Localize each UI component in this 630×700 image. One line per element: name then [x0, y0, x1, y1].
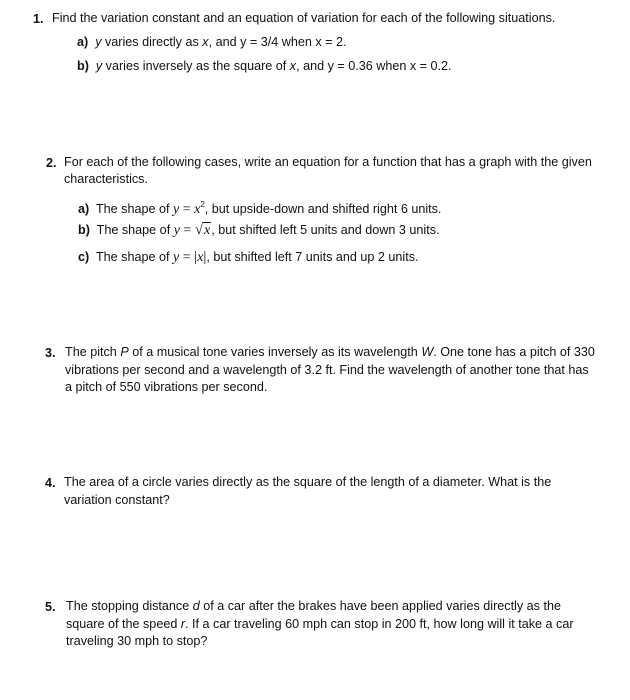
- question-number: 2.: [46, 156, 57, 170]
- question-number: 5.: [45, 600, 56, 614]
- question-text: Find the variation constant and an equation of variation for each of the following situations.: [52, 11, 556, 25]
- part-b: [78, 221, 440, 240]
- part-c: [78, 248, 419, 267]
- part-b: [77, 57, 452, 76]
- variable: y: [173, 202, 180, 217]
- text: . If a car traveling 60 mph can stop in 200 ft, how long will it take a car: [185, 617, 574, 631]
- question-number: 4.: [45, 476, 56, 490]
- part-label: b): [77, 59, 89, 73]
- variable: P: [120, 345, 129, 359]
- variable: x: [197, 250, 204, 265]
- equals-sign: =: [179, 202, 195, 217]
- part-text: The shape of: [95, 202, 173, 216]
- part-text: y = 3/4 when x = 2.: [240, 35, 347, 49]
- part-text: The shape of: [95, 250, 173, 264]
- variable: x: [202, 35, 209, 49]
- part-text: varies directly as: [101, 35, 203, 49]
- variable: y: [173, 223, 180, 238]
- part-text: , but upside-down and shifted right 6 units.: [204, 202, 442, 216]
- text: of a musical tone varies inversely as its wavelength: [128, 345, 422, 359]
- question-text: For each of the following cases, write an equation for a function that has a graph with the given: [64, 155, 592, 169]
- variable: r: [180, 617, 186, 631]
- question-number: 1.: [33, 12, 44, 26]
- question-text: variation constant?: [64, 493, 170, 507]
- question-text: The area of a circle varies directly as the square of the length of a diameter. What is the: [64, 475, 552, 489]
- question-text: [65, 343, 595, 362]
- part-label: a): [77, 35, 89, 49]
- text: The pitch: [65, 345, 121, 359]
- text: square of the speed: [66, 617, 181, 631]
- variable: x: [289, 59, 297, 73]
- question-text: vibrations per second and a wavelength of 3.2 ft. Find the wavelength of another tone that has: [65, 363, 589, 377]
- variable: y: [95, 59, 103, 73]
- equals-sign: =: [179, 250, 195, 265]
- part-label: a): [78, 202, 90, 216]
- question-number: 3.: [45, 346, 56, 360]
- part-text: y = 0.36 when x = 0.2.: [327, 59, 452, 73]
- part-text: , but shifted left 5 units and down 3 units.: [211, 223, 440, 237]
- question-text: a pitch of 550 vibrations per second.: [65, 380, 268, 394]
- part-a: [78, 195, 441, 219]
- variable: y: [95, 35, 102, 49]
- part-text: The shape of: [96, 223, 174, 237]
- variable: W: [421, 345, 434, 359]
- text: . One tone has a pitch of 330: [433, 345, 595, 359]
- variable: x: [204, 223, 211, 238]
- equals-sign: =: [179, 223, 195, 238]
- part-text: , but shifted left 7 units and up 2 units.: [206, 250, 419, 264]
- question-text: [66, 597, 561, 616]
- part-label: b): [78, 223, 90, 237]
- variable: y: [173, 250, 180, 265]
- part-text: , and: [296, 59, 328, 73]
- variable: d: [192, 599, 200, 613]
- text: The stopping distance: [66, 599, 193, 613]
- question-text: traveling 30 mph to stop?: [66, 634, 208, 648]
- exponent: 2: [200, 200, 205, 209]
- question-text: characteristics.: [64, 172, 148, 186]
- part-text: varies inversely as the square of: [102, 59, 290, 73]
- part-text: , and: [208, 35, 241, 49]
- radical-icon: √: [194, 222, 204, 238]
- absolute-bar: |: [194, 249, 198, 265]
- absolute-bar: |: [203, 249, 207, 265]
- variable: x: [194, 202, 201, 217]
- part-a: [77, 33, 347, 52]
- text: of a car after the brakes have been applied varies directly as the: [199, 599, 561, 613]
- part-label: c): [78, 250, 90, 264]
